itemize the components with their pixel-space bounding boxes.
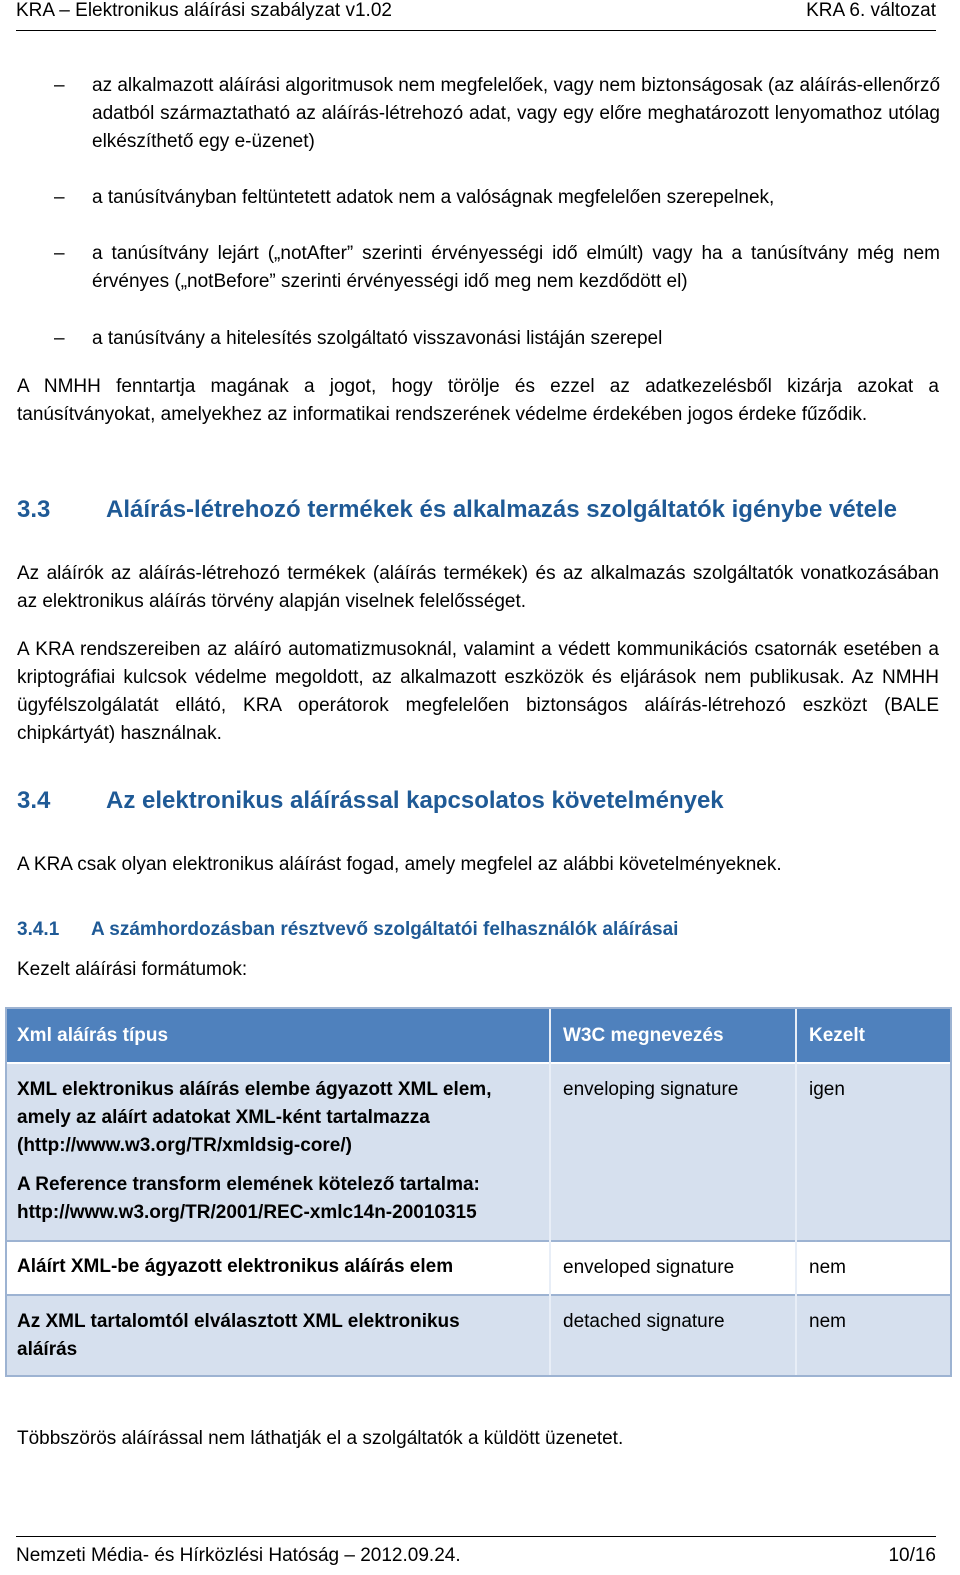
cell-handled: nem [809, 1257, 846, 1278]
section-number: 3.3 [17, 496, 51, 523]
list-item-text: a tanúsítványban feltüntetett adatok nem a valóságnak megfelelően szerepelnek, [92, 187, 775, 208]
table-row [7, 1296, 950, 1375]
cell-handled: nem [809, 1311, 846, 1332]
page-footer [16, 1536, 936, 1575]
section-number: 3.4 [17, 787, 51, 814]
header-version: KRA 6. változat [806, 0, 936, 21]
column-header-handled: Kezelt [809, 1025, 865, 1046]
list-item-text: a tanúsítvány a hitelesítés szolgáltató visszavonási listáján szerepel [92, 328, 663, 349]
cell-type-note: A Reference transform elemének kötelező tartalma: http://www.w3.org/TR/2001/REC-xmlc14n-20010315 [17, 1174, 480, 1223]
page-header [16, 0, 936, 31]
footer-publisher-date: Nemzeti Média- és Hírközlési Hatóság – 2012.09.24. [16, 1545, 461, 1566]
section-title: Az elektronikus aláírással kapcsolatos követelmények [106, 787, 724, 814]
cell-type: Az XML tartalomtól elválasztott XML elektronikus aláírás [17, 1311, 460, 1360]
header-document-title: KRA – Elektronikus aláírási szabályzat v1.02 [16, 0, 392, 21]
list-item-text: a tanúsítvány lejárt („notAfter” szerinti érvényességi idő elmúlt) vagy ha a tanúsítvány még nem érvényes („notBefore” szerinti érvényességi idő meg nem kezdődött el) [92, 243, 940, 292]
closing-paragraph: Többszörös aláírással nem láthatják el a szolgáltatók a küldött üzenetet. [17, 1428, 624, 1449]
table-row [7, 1242, 950, 1294]
list-item-text: az alkalmazott aláírási algoritmusok nem megfelelőek, vagy nem biztonságosak (az aláírás-ellenőrző adatból származtatható az aláírás-létrehozó adat, vagy egy előre meghatározott lenyomathoz utólag elkészíthető egy e-üzenet) [92, 75, 941, 152]
column-header-w3c: W3C megnevezés [563, 1025, 724, 1046]
cell-w3c: enveloped signature [563, 1257, 735, 1278]
cell-type: Aláírt XML-be ágyazott elektronikus aláírás elem [17, 1256, 454, 1277]
column-header-type: Xml aláírás típus [17, 1025, 169, 1046]
table-intro: Kezelt aláírási formátumok: [17, 959, 248, 980]
cell-handled: igen [809, 1079, 845, 1100]
cell-type: XML elektronikus aláírás elembe ágyazott XML elem, amely az aláírt adatokat XML-ként tartalmazza (http://www.w3.org/TR/xmldsig-core/) [17, 1079, 492, 1156]
subsection-title: A számhordozásban résztvevő szolgáltatói felhasználók aláírásai [91, 919, 679, 940]
paragraph-3-4-1: A KRA csak olyan elektronikus aláírást fogad, amely megfelel az alábbi követelményeknek. [17, 854, 782, 875]
paragraph-3-3-1: Az aláírók az aláírás-létrehozó termékek (aláírás termékek) és az alkalmazás szolgáltatók vonatkozásában az elektronikus aláírás törvény alapján viselnek felelősséget. [17, 563, 939, 612]
paragraph-3-3-2: A KRA rendszereiben az aláíró automatizmusoknál, valamint a védett kommunikációs csatornák esetében a kriptográfiai kulcsok védelme megoldott, az alkalmazott eszközök és eljárások nem publikusak. Az NMHH ügyfélszolgálatát ellátó, KRA operátorok megfelelően biztonságos aláírás-létrehozó eszközt (BALE chipkártyát) használnak. [17, 639, 939, 744]
section-title: Aláírás-létrehozó termékek és alkalmazás szolgáltatók igénybe vétele [106, 496, 898, 523]
paragraph-nmhh: A NMHH fenntartja magának a jogot, hogy törölje és ezzel az adatkezelésből kizárja azokat a tanúsítványokat, amelyekhez az informatikai rendszerének védelme érdekében jogos érdeke fűződik. [17, 376, 939, 425]
table-row [7, 1064, 950, 1240]
cell-w3c: detached signature [563, 1311, 725, 1332]
bullet-marker: – [54, 328, 65, 349]
table-header-row [7, 1009, 950, 1064]
column-divider [549, 1009, 551, 1375]
page-number: 10/16 [888, 1545, 936, 1566]
signature-formats-table [5, 1007, 952, 1377]
column-divider [795, 1009, 797, 1375]
subsection-number: 3.4.1 [17, 919, 60, 940]
bullet-marker: – [54, 75, 65, 96]
bullet-marker: – [54, 243, 65, 264]
cell-w3c: enveloping signature [563, 1079, 739, 1100]
bullet-marker: – [54, 187, 65, 208]
